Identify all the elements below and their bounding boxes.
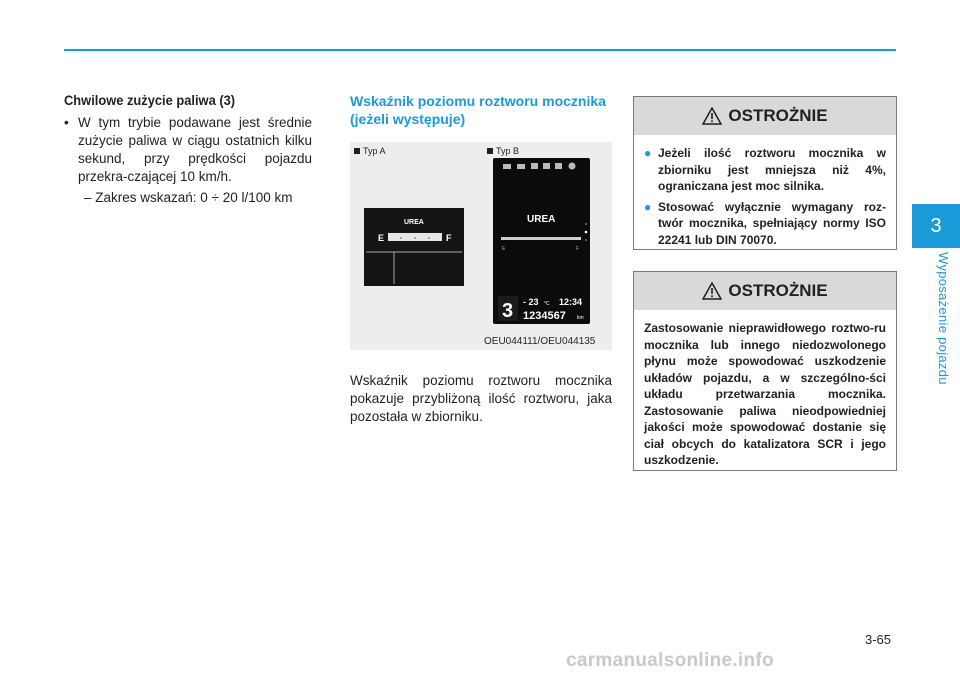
square-icon — [354, 148, 360, 154]
section-heading: Chwilowe zużycie paliwa (3) — [64, 92, 236, 108]
header-rule — [64, 49, 896, 51]
bullet-item — [64, 114, 312, 186]
instrument-figure — [350, 142, 612, 350]
gear-indicator: 3 — [502, 300, 514, 322]
gauge-a-empty: E — [378, 233, 385, 243]
caution-header-1 — [634, 97, 896, 135]
chapter-number: 3 — [930, 214, 942, 237]
gauge-b-label: UREA — [527, 214, 556, 225]
left-column — [64, 92, 312, 205]
odometer-unit: km — [577, 315, 584, 321]
chapter-title: Wyposażenie pojazdu — [936, 252, 951, 385]
car-icon — [503, 164, 511, 169]
type-a-text: Typ A — [363, 146, 386, 156]
chapter-tab — [912, 204, 960, 248]
gear-icon — [569, 163, 576, 170]
middle-column — [350, 92, 612, 128]
gauge-b-empty: E — [502, 246, 506, 252]
bullet-dot: ● — [644, 146, 652, 160]
cluster-type-a — [364, 208, 464, 286]
watermark[interactable]: carmanualsonline.info — [566, 650, 774, 671]
caution-header-2 — [634, 272, 896, 310]
bullet-dot: ● — [644, 199, 652, 214]
bullet-text: W tym trybie podawane jest średnie zużycie paliwa w ciągu ostatnich kilku sekund, przy prędkości pojazdu przekra-czającej 10 km/h. — [78, 115, 312, 184]
bullet-dot: • — [64, 115, 69, 130]
music-icon — [531, 163, 538, 169]
urea-gauge-a — [364, 208, 464, 286]
gauge-b-full: F — [576, 246, 580, 252]
warning-triangle-icon — [702, 107, 722, 125]
gauge-a-label: UREA — [404, 219, 424, 226]
caution-title-1: OSTROŻNIE — [728, 106, 828, 125]
page-number: 3-65 — [865, 632, 892, 647]
cluster-type-b — [493, 158, 590, 324]
type-a-label — [354, 146, 386, 156]
type-b-text: Typ B — [496, 146, 520, 156]
caution-item-text: Jeżeli ilość roztworu mocznika w zbiorniku jest mniejsza niż 4%, ograniczana jest moc silnika. — [658, 146, 886, 193]
warning-triangle-icon — [702, 282, 722, 300]
caution-body-2: Zastosowanie nieprawidłowego roztwo-ru mocznika lub innego niedozwolonego płynu może spowodować uszkodzenie układów pojazdu, a w szczególno-ści układu przetwarzania mocznika. Zastosowanie paliwa nieodpowiedniej jakości może spowodować dostanie się ciał obcych do katalizatora SCR i jego uszkodzenie. — [644, 321, 886, 467]
phone-icon — [543, 163, 550, 169]
gauge-b-bar — [501, 237, 581, 240]
clock: 12:34 — [559, 297, 583, 307]
caution-item-text: Stosować wyłącznie wymagany roz-twór mocznika, spełniający normy ISO 22241 lub DIN 70070. — [658, 199, 886, 247]
caution-box-1 — [633, 96, 897, 250]
caution-item — [644, 145, 886, 195]
gauge-a-full: F — [446, 233, 452, 243]
temperature-unit: °C — [544, 301, 550, 307]
range-text: – Zakres wskazań: 0 ÷ 20 l/100 km — [84, 190, 293, 205]
odometer: 1234567 — [523, 310, 566, 322]
road-icon — [517, 164, 525, 169]
section-heading-urea: Wskaźnik poziomu roztworu mocznika (jeżeli występuje) — [350, 93, 606, 127]
caution-body-1 — [634, 135, 896, 260]
wrench-icon — [555, 163, 562, 169]
caution-box-2 — [633, 271, 897, 471]
temperature: - 23 — [523, 297, 539, 307]
caution-title-2: OSTROŻNIE — [728, 281, 828, 300]
type-b-label — [487, 146, 519, 156]
urea-description: Wskaźnik poziomu roztworu mocznika pokazuje przybliżoną ilość roztworu, jaka pozostała w zbiorniku. — [350, 373, 612, 424]
caution-item — [644, 199, 886, 249]
figure-code: OEU044111/OEU044135 — [484, 336, 596, 347]
square-icon — [487, 148, 493, 154]
urea-display-b — [493, 158, 590, 324]
